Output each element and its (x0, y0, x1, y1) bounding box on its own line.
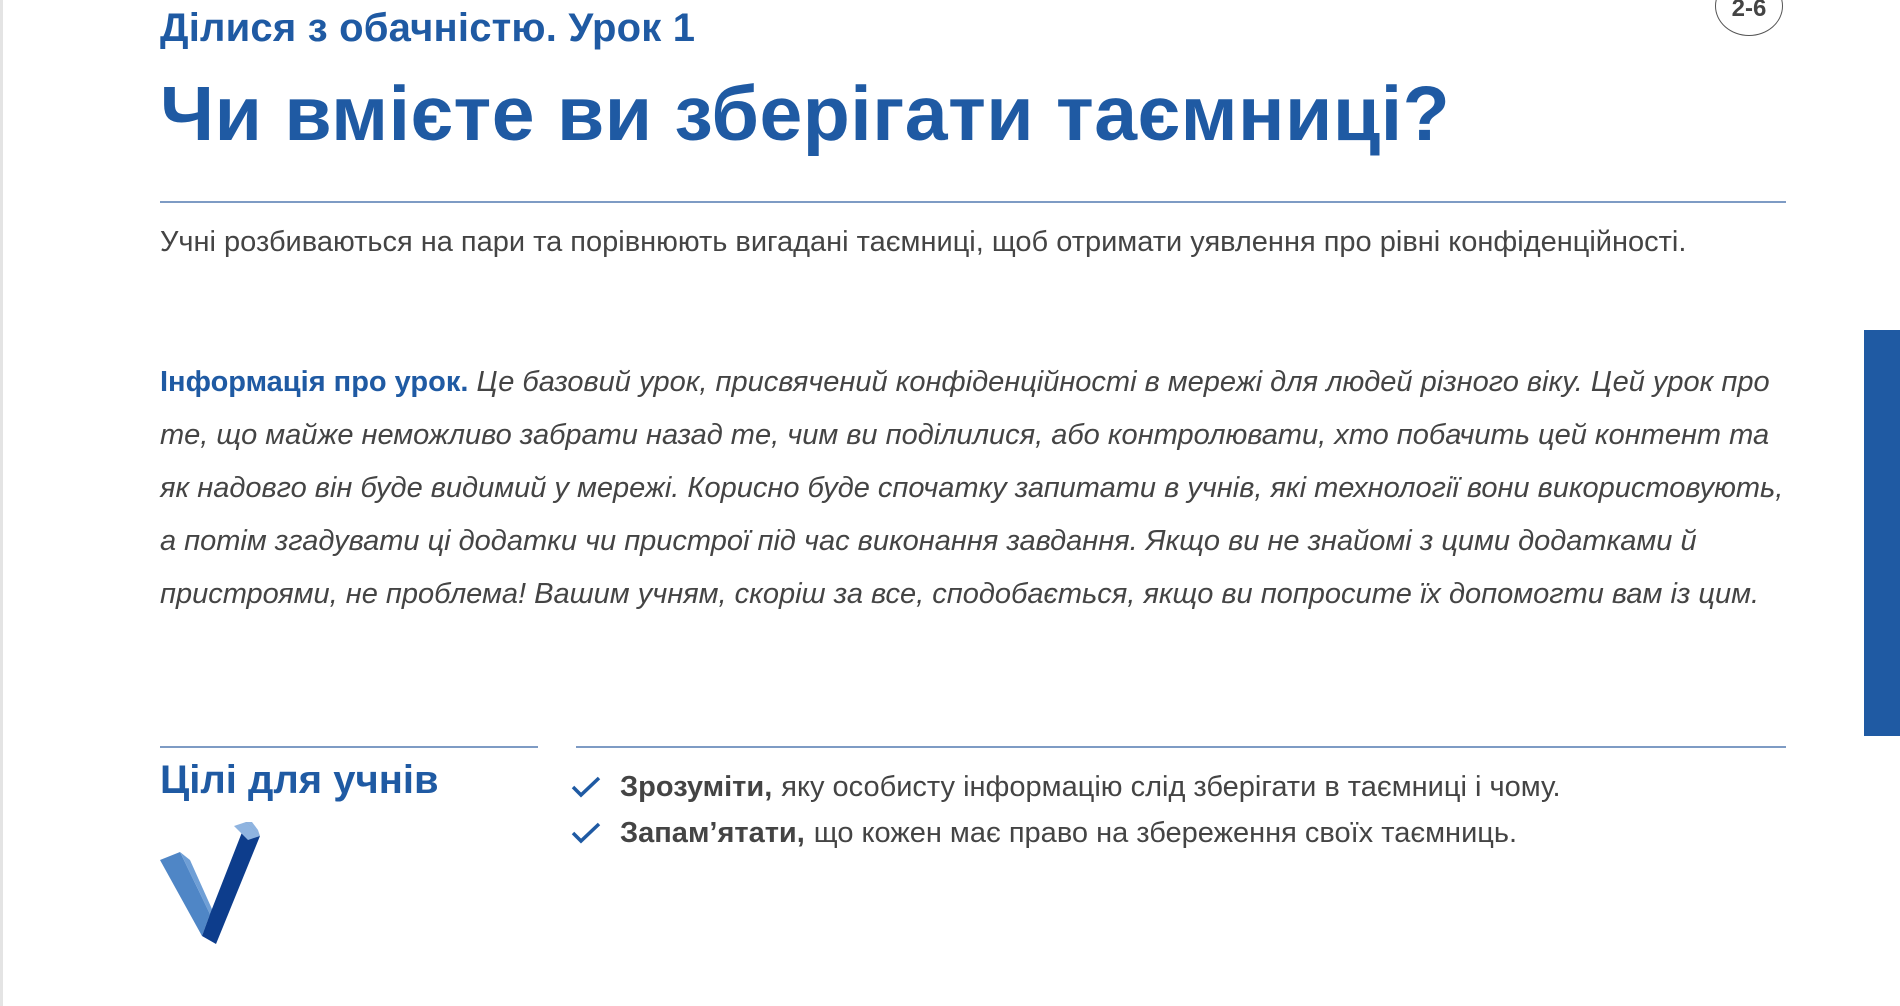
goal-item (570, 764, 1561, 810)
lesson-page (160, 0, 1786, 1006)
check-icon (570, 774, 620, 800)
lesson-info-paragraph (160, 356, 1786, 621)
goals-divider-right (576, 746, 1786, 748)
title-divider (160, 201, 1786, 203)
goals-heading: Цілі для учнів (160, 758, 439, 802)
lesson-info-body: Це базовий урок, присвячений конфіденційності в мережі для людей різного віку. Цей урок про те, що майже неможливо забрати назад те, чим ви поділилися, або контролювати, хто побачить цей контент та як надовго він буде видимий у мережі. Корисно буде спочатку запитати в учнів, які технології вони використовують, а потім згадувати ці додатки чи пристрої під час виконання завдання. Якщо ви не знайомі з цими додатками й пристроями, не проблема! Вашим учням, скоріш за все, сподобається, якщо ви попросите їх допомогти вам із цим. (160, 366, 1784, 610)
check-icon (570, 820, 620, 846)
page-title: Чи вмієте ви зберігати таємниці? (160, 71, 1451, 157)
side-tab[interactable] (1864, 330, 1900, 736)
goal-text: що кожен має право на збереження своїх таємниць. (813, 816, 1518, 849)
goal-item (570, 810, 1561, 856)
grade-badge: 2-6 (1715, 0, 1783, 36)
page-left-edge (0, 0, 3, 1006)
goal-verb: Запам’ятати, (620, 816, 805, 849)
lesson-info-lead: Інформація про урок. (160, 366, 469, 398)
checkmark-icon (160, 822, 260, 944)
goals-divider-left (160, 746, 538, 748)
goals-list (570, 764, 1561, 856)
goal-verb: Зрозуміти, (620, 770, 773, 803)
intro-paragraph: Учні розбиваються на пари та порівнюють вигадані таємниці, щоб отримати уявлення про рівні конфіденційності. (160, 226, 1687, 258)
goal-text: яку особисту інформацію слід зберігати в таємниці і чому. (781, 770, 1561, 803)
lesson-subtitle: Ділися з обачністю. Урок 1 (160, 6, 696, 50)
